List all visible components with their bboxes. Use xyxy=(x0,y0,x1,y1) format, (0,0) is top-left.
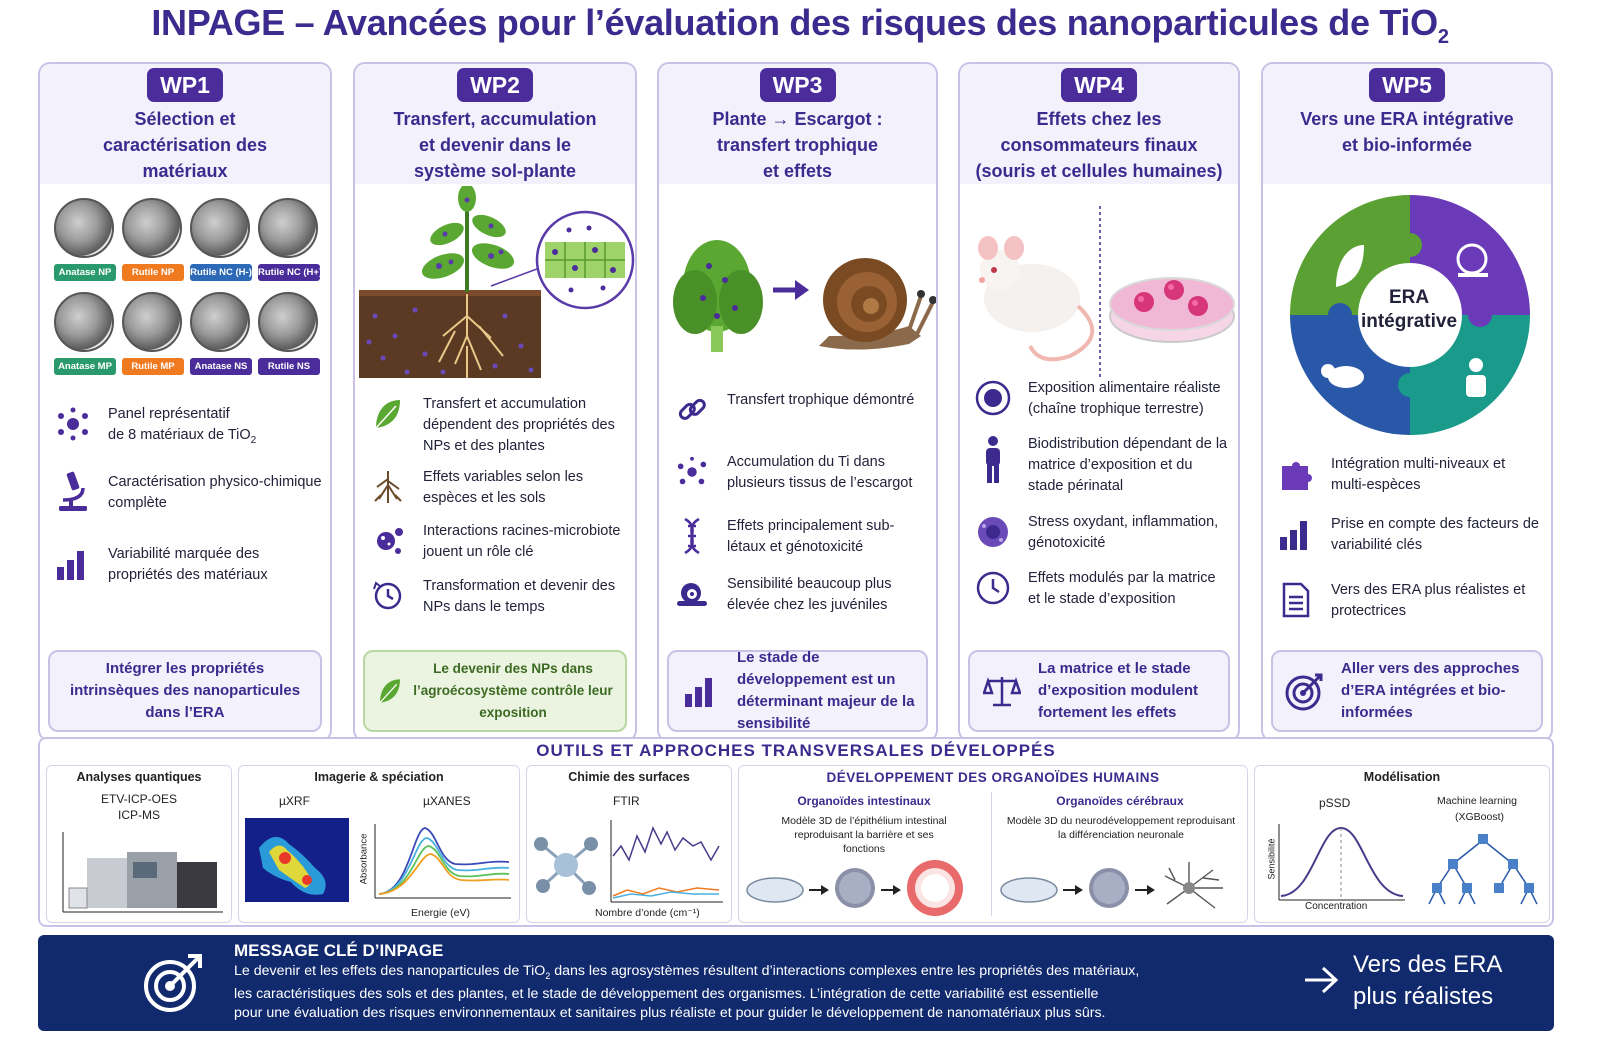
wp5-b1: Intégration multi-niveaux et multi-espèces xyxy=(1331,456,1506,493)
tool-quant xyxy=(46,765,232,923)
wp4-bullet-1 xyxy=(970,378,1230,420)
wp1-bullet-2 xyxy=(50,472,322,514)
roots-icon xyxy=(365,467,411,507)
leaf-icon xyxy=(365,394,411,434)
tool-model-pssd: pSSD xyxy=(1319,796,1351,810)
material-item xyxy=(122,198,186,281)
tools-title: OUTILS ET APPROCHES TRANSVERSALES DÉVELOPPÉS xyxy=(536,741,1056,760)
wp2-bullet-2 xyxy=(365,467,627,509)
wp3-b4: Sensibilité beaucoup plus élevée chez les juvéniles xyxy=(727,576,892,613)
instrument-illustration xyxy=(57,828,227,918)
wp1-b1b: de 8 matériaux de TiO xyxy=(108,427,251,443)
page-title: INPAGE – Avancées pour l’évaluation des risques des nanoparticules de TiO$_2$ xyxy=(151,2,1449,49)
bar-chart-icon xyxy=(679,669,723,713)
xrf-map xyxy=(245,818,349,902)
wp4-card xyxy=(958,62,1240,742)
target-icon xyxy=(142,950,206,1019)
wp4-b2: Biodistribution dépendant de la matrice d’exposition et du stade périnatal xyxy=(1028,436,1228,494)
material-item xyxy=(258,292,322,375)
tool-model-title: Modélisation xyxy=(1363,770,1441,784)
tool-organoids-title: DÉVELOPPEMENT DES ORGANOÏDES HUMAINS xyxy=(826,770,1160,785)
cell-icon xyxy=(970,512,1016,552)
material-item xyxy=(122,292,186,375)
wp1-b2: Caractérisation physico-chimique complète xyxy=(108,474,322,511)
wp3-bullet-4 xyxy=(669,574,928,616)
key-message-body: Le devenir et les effets des nanoparticules de TiO$_2$ dans les agrosystèmes résultent d’interactions complexes entre les propriétés des matériaux, les caractéristiques des sols et des plantes, et le stade de développement des organismes. L’intégration de cette variabilité est essentielle pour une évaluation des risques environnementaux et sanitaires plus réaliste et pour guider le développement de nanomatériaux plus sûrs. xyxy=(234,963,1140,1021)
wp4-footer: La matrice et le stade d’exposition modulent fortement les effets xyxy=(968,650,1230,732)
link-icon xyxy=(669,390,715,430)
wp1-badge: WP1 xyxy=(147,68,223,102)
organoid-intest-title: Organoïdes intestinaux xyxy=(797,794,931,808)
brain-organoid-illustration xyxy=(993,858,1243,918)
wp5-footer: Aller vers des approches d’ERA intégrées et bio-informées xyxy=(1271,650,1543,732)
organoid-brain-title: Organoïdes cérébraux xyxy=(1056,794,1184,808)
wp5-badge: WP5 xyxy=(1369,68,1445,102)
wp4-bullet-3 xyxy=(970,512,1230,554)
clock-icon xyxy=(970,568,1016,608)
wp1-b1a: Panel représentatif xyxy=(108,406,230,422)
organoid-intest-desc: Modèle 3D de l’épithélium intestinal reproduisant la barrière et ses fonctions xyxy=(781,815,947,855)
wp3-b2: Accumulation du Ti dans plusieurs tissus de l’escargot xyxy=(727,454,913,491)
wp4-header xyxy=(960,64,1238,184)
key-message-banner xyxy=(38,935,1554,1031)
wp5-bullet-1 xyxy=(1273,454,1543,496)
human-icon xyxy=(970,434,1016,486)
tool-imaging-title: Imagerie & spéciation xyxy=(314,770,444,784)
material-item xyxy=(190,292,254,375)
molecule-illustration xyxy=(531,830,601,900)
wp2-bullet-3 xyxy=(365,521,627,563)
tem-image xyxy=(190,198,250,258)
tool-surface xyxy=(526,765,732,923)
wp3-badge: WP3 xyxy=(760,68,836,102)
wp3-b1: Transfert trophique démontré xyxy=(727,392,915,408)
dna-icon xyxy=(669,516,715,556)
tool-modelling xyxy=(1254,765,1550,923)
tool-model-ml2: (XGBoost) xyxy=(1455,811,1505,823)
wp3-b3: Effets principalement sub-létaux et génotoxicité xyxy=(727,518,895,555)
wp3-bullet-2 xyxy=(669,452,928,494)
tool-imaging-xanes: µXANES xyxy=(423,794,471,808)
organoid-brain-desc: Modèle 3D du neurodéveloppement reproduisant la différenciation neuronale xyxy=(1006,815,1236,841)
wp4-bullet-2 xyxy=(970,434,1230,497)
material-item xyxy=(258,198,322,281)
bar-chart-icon xyxy=(50,544,96,584)
tool-surface-ftir: FTIR xyxy=(613,794,640,808)
arrow-right-icon xyxy=(1303,965,1339,1000)
microbe-icon xyxy=(365,521,411,561)
scale-icon xyxy=(980,669,1024,713)
snail-icon xyxy=(669,574,715,614)
key-message-conclusion: Vers des ERA plus réalistes xyxy=(1353,951,1503,1010)
material-label: Rutile NS xyxy=(258,358,320,375)
wp1-card xyxy=(38,62,332,742)
wp1-footer: Intégrer les propriétés intrinsèques des nanoparticules dans l’ERA xyxy=(48,650,322,732)
tool-model-ylabel: Sensibilité xyxy=(1266,838,1277,880)
wp4-b1: Exposition alimentaire réaliste (chaîne trophique terrestre) xyxy=(1028,380,1221,417)
tool-quant-l2: ICP-MS xyxy=(118,808,160,822)
wp5-b3: Vers des ERA plus réalistes et protectrices xyxy=(1331,582,1526,619)
wp4-bullet-4 xyxy=(970,568,1230,610)
tool-quant-title: Analyses quantiques xyxy=(76,770,202,784)
material-label: Rutile NC (H-) xyxy=(190,264,252,281)
tools-panel xyxy=(38,737,1554,927)
bar-chart-icon xyxy=(1273,514,1319,554)
wp3-subtitle: Plante → Escargot : transfert trophique et effets xyxy=(712,109,883,181)
wp3-bullet-3 xyxy=(669,516,928,558)
plate-icon xyxy=(970,378,1016,418)
clock-cycle-icon xyxy=(365,576,411,616)
wp2-b2: Effets variables selon les espèces et les sols xyxy=(423,469,584,506)
wp5-bullet-2 xyxy=(1273,514,1543,556)
tem-image xyxy=(122,198,182,258)
wp4-subtitle: Effets chez les consommateurs finaux (souris et cellules humaines) xyxy=(975,109,1223,181)
wp1-bullet-3 xyxy=(50,544,322,586)
wp5-b2: Prise en compte des facteurs de variabilité clés xyxy=(1331,516,1539,553)
tem-image xyxy=(190,292,250,352)
tool-organoids xyxy=(738,765,1248,923)
tool-imaging-ylabel: Absorbance xyxy=(358,833,370,885)
material-item xyxy=(54,198,118,281)
tool-model-ml1: Machine learning xyxy=(1437,795,1517,807)
wp1-subtitle: Sélection et caractérisation des matériaux xyxy=(102,109,268,181)
wp5-bullet-3 xyxy=(1273,580,1543,622)
material-item xyxy=(54,292,118,375)
wp4-b3: Stress oxydant, inflammation, génotoxicité xyxy=(1028,514,1219,551)
wp1-bullet-1: Panel représentatif de 8 matériaux de TiO$_2$ xyxy=(50,404,322,451)
dots-cluster-icon xyxy=(50,404,96,444)
wp1-b3: Variabilité marquée des propriétés des matériaux xyxy=(108,546,268,583)
tool-imaging-xrf: µXRF xyxy=(279,794,310,808)
document-icon xyxy=(1273,580,1319,620)
wp2-b1: Transfert et accumulation dépendent des propriétés des NPs et des plantes xyxy=(423,396,615,454)
tool-quant-l1: ETV-ICP-OES xyxy=(100,792,177,806)
microscope-icon xyxy=(50,472,96,512)
tool-imaging xyxy=(238,765,520,923)
material-item xyxy=(190,198,254,281)
puzzle-icon xyxy=(1273,454,1319,494)
wp3-card xyxy=(657,62,938,742)
wp3-footer: Le stade de développement est un déterminant majeur de la sensibilité xyxy=(667,650,928,732)
material-label: Anatase NS xyxy=(190,358,252,375)
key-message-title: MESSAGE CLÉ D’INPAGE xyxy=(234,941,444,960)
target-icon xyxy=(1283,669,1327,713)
intestinal-organoid-illustration xyxy=(745,858,985,918)
wp2-footer: Le devenir des NPs dans l’agroécosystème contrôle leur exposition xyxy=(363,650,627,732)
material-label: Anatase NP xyxy=(54,264,116,281)
tem-image xyxy=(122,292,182,352)
decision-tree-illustration xyxy=(1423,830,1543,910)
wp2-subtitle: Transfert, accumulation et devenir dans le système sol-plante xyxy=(393,109,597,181)
wp2-b4: Transformation et devenir des NPs dans le temps xyxy=(423,578,616,615)
tool-model-xlabel: Concentration xyxy=(1305,901,1368,912)
leaf-icon xyxy=(375,669,405,713)
wp2-header xyxy=(355,64,635,184)
xanes-spectra xyxy=(359,820,515,904)
material-label: Rutile MP xyxy=(122,358,184,375)
material-label: Anatase MP xyxy=(54,358,116,375)
wp4-b4: Effets modulés par la matrice et le stade d’exposition xyxy=(1028,570,1216,607)
tem-image xyxy=(258,292,318,352)
tool-imaging-xlabel: Energie (eV) xyxy=(411,907,470,919)
wp2-bullet-1 xyxy=(365,394,627,457)
tem-image xyxy=(54,198,114,258)
tem-image xyxy=(54,292,114,352)
wp2-card xyxy=(353,62,637,742)
material-label: Rutile NP xyxy=(122,264,184,281)
pssd-curve xyxy=(1273,822,1409,906)
material-label: Rutile NC (H+) xyxy=(258,264,320,281)
wp2-badge: WP2 xyxy=(457,68,533,102)
wp2-b3: Interactions racines-microbiote jouent un rôle clé xyxy=(423,523,621,560)
wp3-bullet-1 xyxy=(669,390,928,430)
era-center-label: ERA intégrative xyxy=(1360,287,1458,332)
wp4-badge: WP4 xyxy=(1061,68,1137,102)
wp2-bullet-4 xyxy=(365,576,627,618)
tool-surface-title: Chimie des surfaces xyxy=(568,770,690,784)
tem-image xyxy=(258,198,318,258)
wp5-card xyxy=(1261,62,1553,742)
wp5-subtitle: Vers une ERA intégrative et bio-informée xyxy=(1300,109,1514,155)
wp5-header xyxy=(1263,64,1551,184)
wp3-header xyxy=(659,64,936,184)
ftir-spectrum xyxy=(607,816,727,908)
tool-surface-xlabel: Nombre d’onde (cm⁻¹) xyxy=(595,907,700,919)
dots-cluster-icon xyxy=(669,452,715,492)
wp1-header xyxy=(40,64,330,184)
